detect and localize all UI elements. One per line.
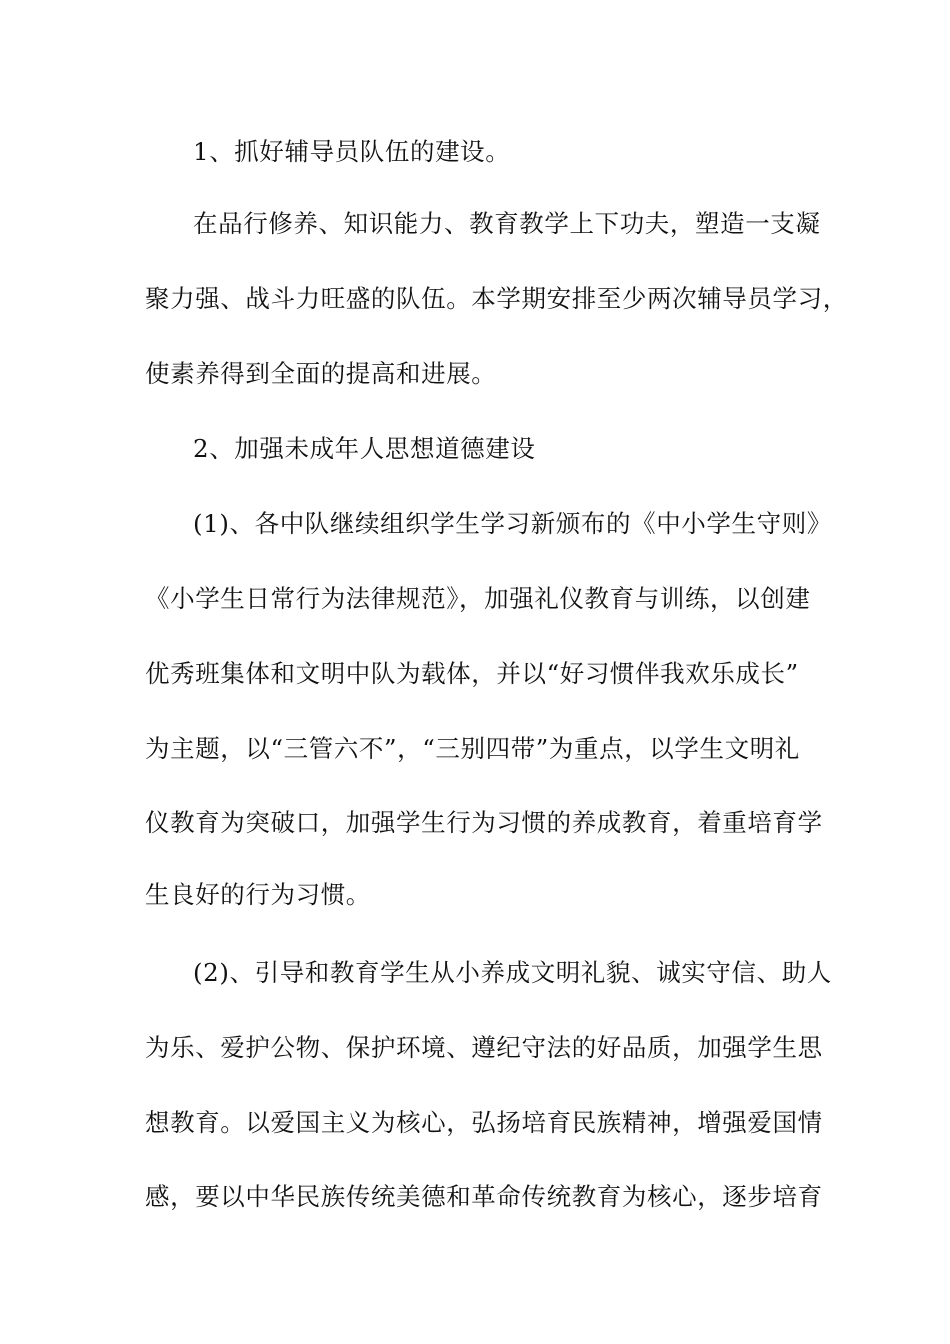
section-heading-2: 2、加强未成年人思想道德建设 [193,434,536,463]
paragraph-line: 在品行修养、知识能力、教育教学上下功夫，塑造一支凝 [193,209,821,238]
paragraph-line: 聚力强、战斗力旺盛的队伍。本学期安排至少两次辅导员学习， [145,284,848,313]
paragraph-line: (2)、引导和教育学生从小养成文明礼貌、诚实守信、助人 [193,958,832,987]
paragraph-line: 生良好的行为习惯。 [145,880,371,909]
paragraph-line: 为主题，以“三管六不”，“三别四带”为重点，以学生文明礼 [145,734,800,763]
paragraph-line: 《小学生日常行为法律规范》，加强礼仪教育与训练，以创建 [145,584,811,613]
paragraph-line: 仪教育为突破口，加强学生行为习惯的养成教育，着重培育学 [145,808,823,837]
section-heading-1: 1、抓好辅导员队伍的建设。 [193,137,511,166]
paragraph-line: (1)、各中队继续组织学生学习新颁布的《中小学生守则》 [193,509,832,538]
paragraph-line: 使素养得到全面的提高和进展。 [145,359,497,388]
paragraph-line: 为乐、爱护公物、保护环境、遵纪守法的好品质，加强学生思 [145,1033,823,1062]
paragraph-line: 优秀班集体和文明中队为载体，并以“好习惯伴我欢乐成长” [145,659,799,688]
paragraph-line: 想教育。以爱国主义为核心，弘扬培育民族精神，增强爱国情 [145,1108,823,1137]
paragraph-line: 感，要以中华民族传统美德和革命传统教育为核心，逐步培育 [145,1182,823,1211]
